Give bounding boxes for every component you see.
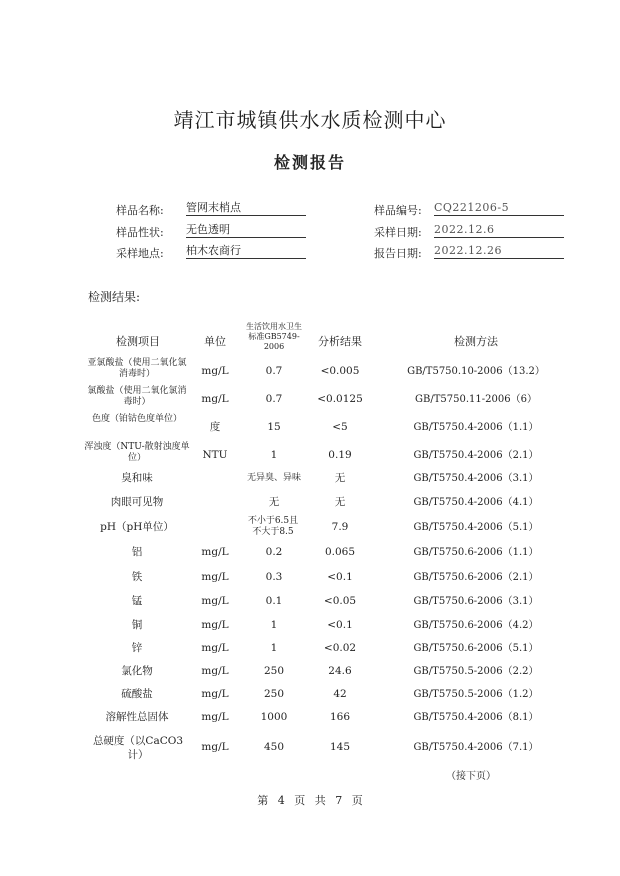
row-limit: 0.1: [265, 595, 283, 607]
report-date-label: 报告日期:: [374, 247, 422, 260]
row-method: GB/T5750.4-2006（7.1）: [413, 742, 539, 753]
row-item: 硫酸盐: [121, 688, 153, 700]
row-method: GB/T5750.6-2006（3.1）: [413, 596, 539, 607]
sampling-date-value: 2022.12.6: [434, 223, 564, 238]
header-unit: 单位: [204, 335, 226, 348]
row-limit: 15: [267, 421, 281, 433]
report-date-value: 2022.12.26: [434, 244, 564, 259]
row-unit: mg/L: [201, 365, 229, 377]
row-limit: 250: [263, 665, 285, 677]
row-method: GB/T5750.6-2006（1.1）: [413, 547, 539, 558]
row-method: GB/T5750.4-2006（2.1）: [413, 450, 539, 461]
row-limit: 0.3: [265, 571, 283, 583]
row-unit: NTU: [202, 449, 228, 461]
row-method: GB/T5750.4-2006（8.1）: [413, 712, 539, 723]
row-item: 肉眼可见物: [110, 496, 164, 508]
row-limit: 无异臭、异味: [246, 473, 301, 483]
sample-name-value: 管网末梢点: [186, 201, 306, 216]
row-limit: 0.7: [265, 393, 283, 405]
row-method: GB/T5750.5-2006（2.2）: [413, 666, 539, 677]
row-item: 锌: [131, 642, 143, 654]
row-unit: mg/L: [201, 619, 229, 631]
row-limit: 0.2: [265, 546, 283, 558]
sample-number-value: CQ221206-5: [434, 201, 564, 216]
row-result: 无: [334, 496, 346, 508]
row-item: 色度（铂钴色度单位）: [91, 414, 182, 424]
row-unit: mg/L: [201, 741, 229, 753]
row-unit: 度: [209, 421, 221, 433]
row-item: 总硬度（以CaCO3计）: [92, 735, 184, 761]
row-result: <0.1: [327, 571, 353, 583]
continued-note: （接下页）: [446, 771, 496, 782]
row-unit: mg/L: [201, 665, 229, 677]
row-method: GB/T5750.4-2006（5.1）: [413, 522, 539, 533]
row-result: 24.6: [328, 665, 352, 677]
row-item: 氯酸盐（使用二氧化氯消毒时）: [87, 386, 187, 407]
row-method: GB/T5750.4-2006（3.1）: [413, 473, 539, 484]
row-item: pH（pH单位）: [100, 521, 174, 533]
row-method: GB/T5750.4-2006（1.1）: [413, 422, 539, 433]
row-limit: 不小于6.5且不大于8.5: [247, 516, 299, 537]
row-result: 145: [329, 741, 351, 753]
row-method: GB/T5750.6-2006（2.1）: [413, 572, 539, 583]
sampling-location-value: 柏木农商行: [186, 244, 306, 259]
row-item: 溶解性总固体: [105, 711, 169, 723]
row-limit: 250: [263, 688, 285, 700]
row-unit: mg/L: [201, 642, 229, 654]
row-item: 铁: [131, 571, 143, 583]
row-limit: 1: [270, 642, 278, 654]
row-method: GB/T5750.6-2006（5.1）: [413, 643, 539, 654]
row-item: 亚氯酸盐（使用二氧化氯消毒时）: [87, 358, 187, 379]
row-limit: 450: [263, 741, 285, 753]
header-result: 分析结果: [318, 335, 362, 348]
row-result: <0.05: [323, 595, 357, 607]
row-unit: mg/L: [201, 546, 229, 558]
row-limit: 0.7: [265, 365, 283, 377]
row-result: 0.065: [324, 546, 356, 558]
row-item: 锰: [131, 595, 143, 607]
row-result: 42: [333, 688, 347, 700]
row-item: 浑浊度（NTU-散射浊度单位）: [84, 442, 190, 463]
row-item: 氯化物: [121, 665, 153, 677]
row-limit: 1: [270, 619, 278, 631]
header-item: 检测项目: [116, 335, 160, 348]
row-unit: mg/L: [201, 571, 229, 583]
row-unit: mg/L: [201, 688, 229, 700]
sampling-location-label: 采样地点:: [116, 247, 164, 260]
row-limit: 1: [270, 449, 278, 461]
row-result: 无: [334, 472, 346, 484]
header-standard: 生活饮用水卫生标准GB5749-2006: [246, 322, 302, 351]
row-unit: mg/L: [201, 711, 229, 723]
row-item: 铝: [131, 546, 143, 558]
row-result: 166: [329, 711, 351, 723]
row-result: <0.1: [327, 619, 353, 631]
row-limit: 1000: [260, 711, 288, 723]
org-title: 靖江市城镇供水水质检测中心: [173, 108, 447, 132]
row-unit: mg/L: [201, 393, 229, 405]
results-heading: 检测结果:: [88, 290, 141, 304]
row-result: <0.0125: [317, 393, 363, 405]
page-number: 第 4 页 共 7 页: [257, 794, 363, 807]
row-result: <5: [332, 421, 348, 433]
row-result: 0.19: [328, 449, 352, 461]
row-method: GB/T5750.10-2006（13.2）: [407, 366, 545, 377]
row-method: GB/T5750.6-2006（4.2）: [413, 620, 539, 631]
sample-name-label: 样品名称:: [116, 204, 164, 217]
row-result: <0.02: [323, 642, 357, 654]
row-method: GB/T5750.5-2006（1.2）: [413, 689, 539, 700]
sample-property-value: 无色透明: [186, 223, 306, 238]
row-result: 7.9: [331, 521, 349, 533]
row-unit: mg/L: [201, 595, 229, 607]
row-method: GB/T5750.11-2006（6）: [415, 394, 537, 405]
row-item: 臭和味: [121, 472, 153, 484]
sampling-date-label: 采样日期:: [374, 226, 422, 239]
report-title: 检测报告: [273, 153, 346, 172]
sample-property-label: 样品性状:: [116, 226, 164, 239]
row-method: GB/T5750.4-2006（4.1）: [413, 497, 539, 508]
row-limit: 无: [268, 496, 280, 508]
row-item: 铜: [131, 619, 143, 631]
header-method: 检测方法: [454, 335, 498, 348]
sample-number-label: 样品编号:: [374, 204, 422, 217]
row-result: <0.005: [320, 365, 360, 377]
